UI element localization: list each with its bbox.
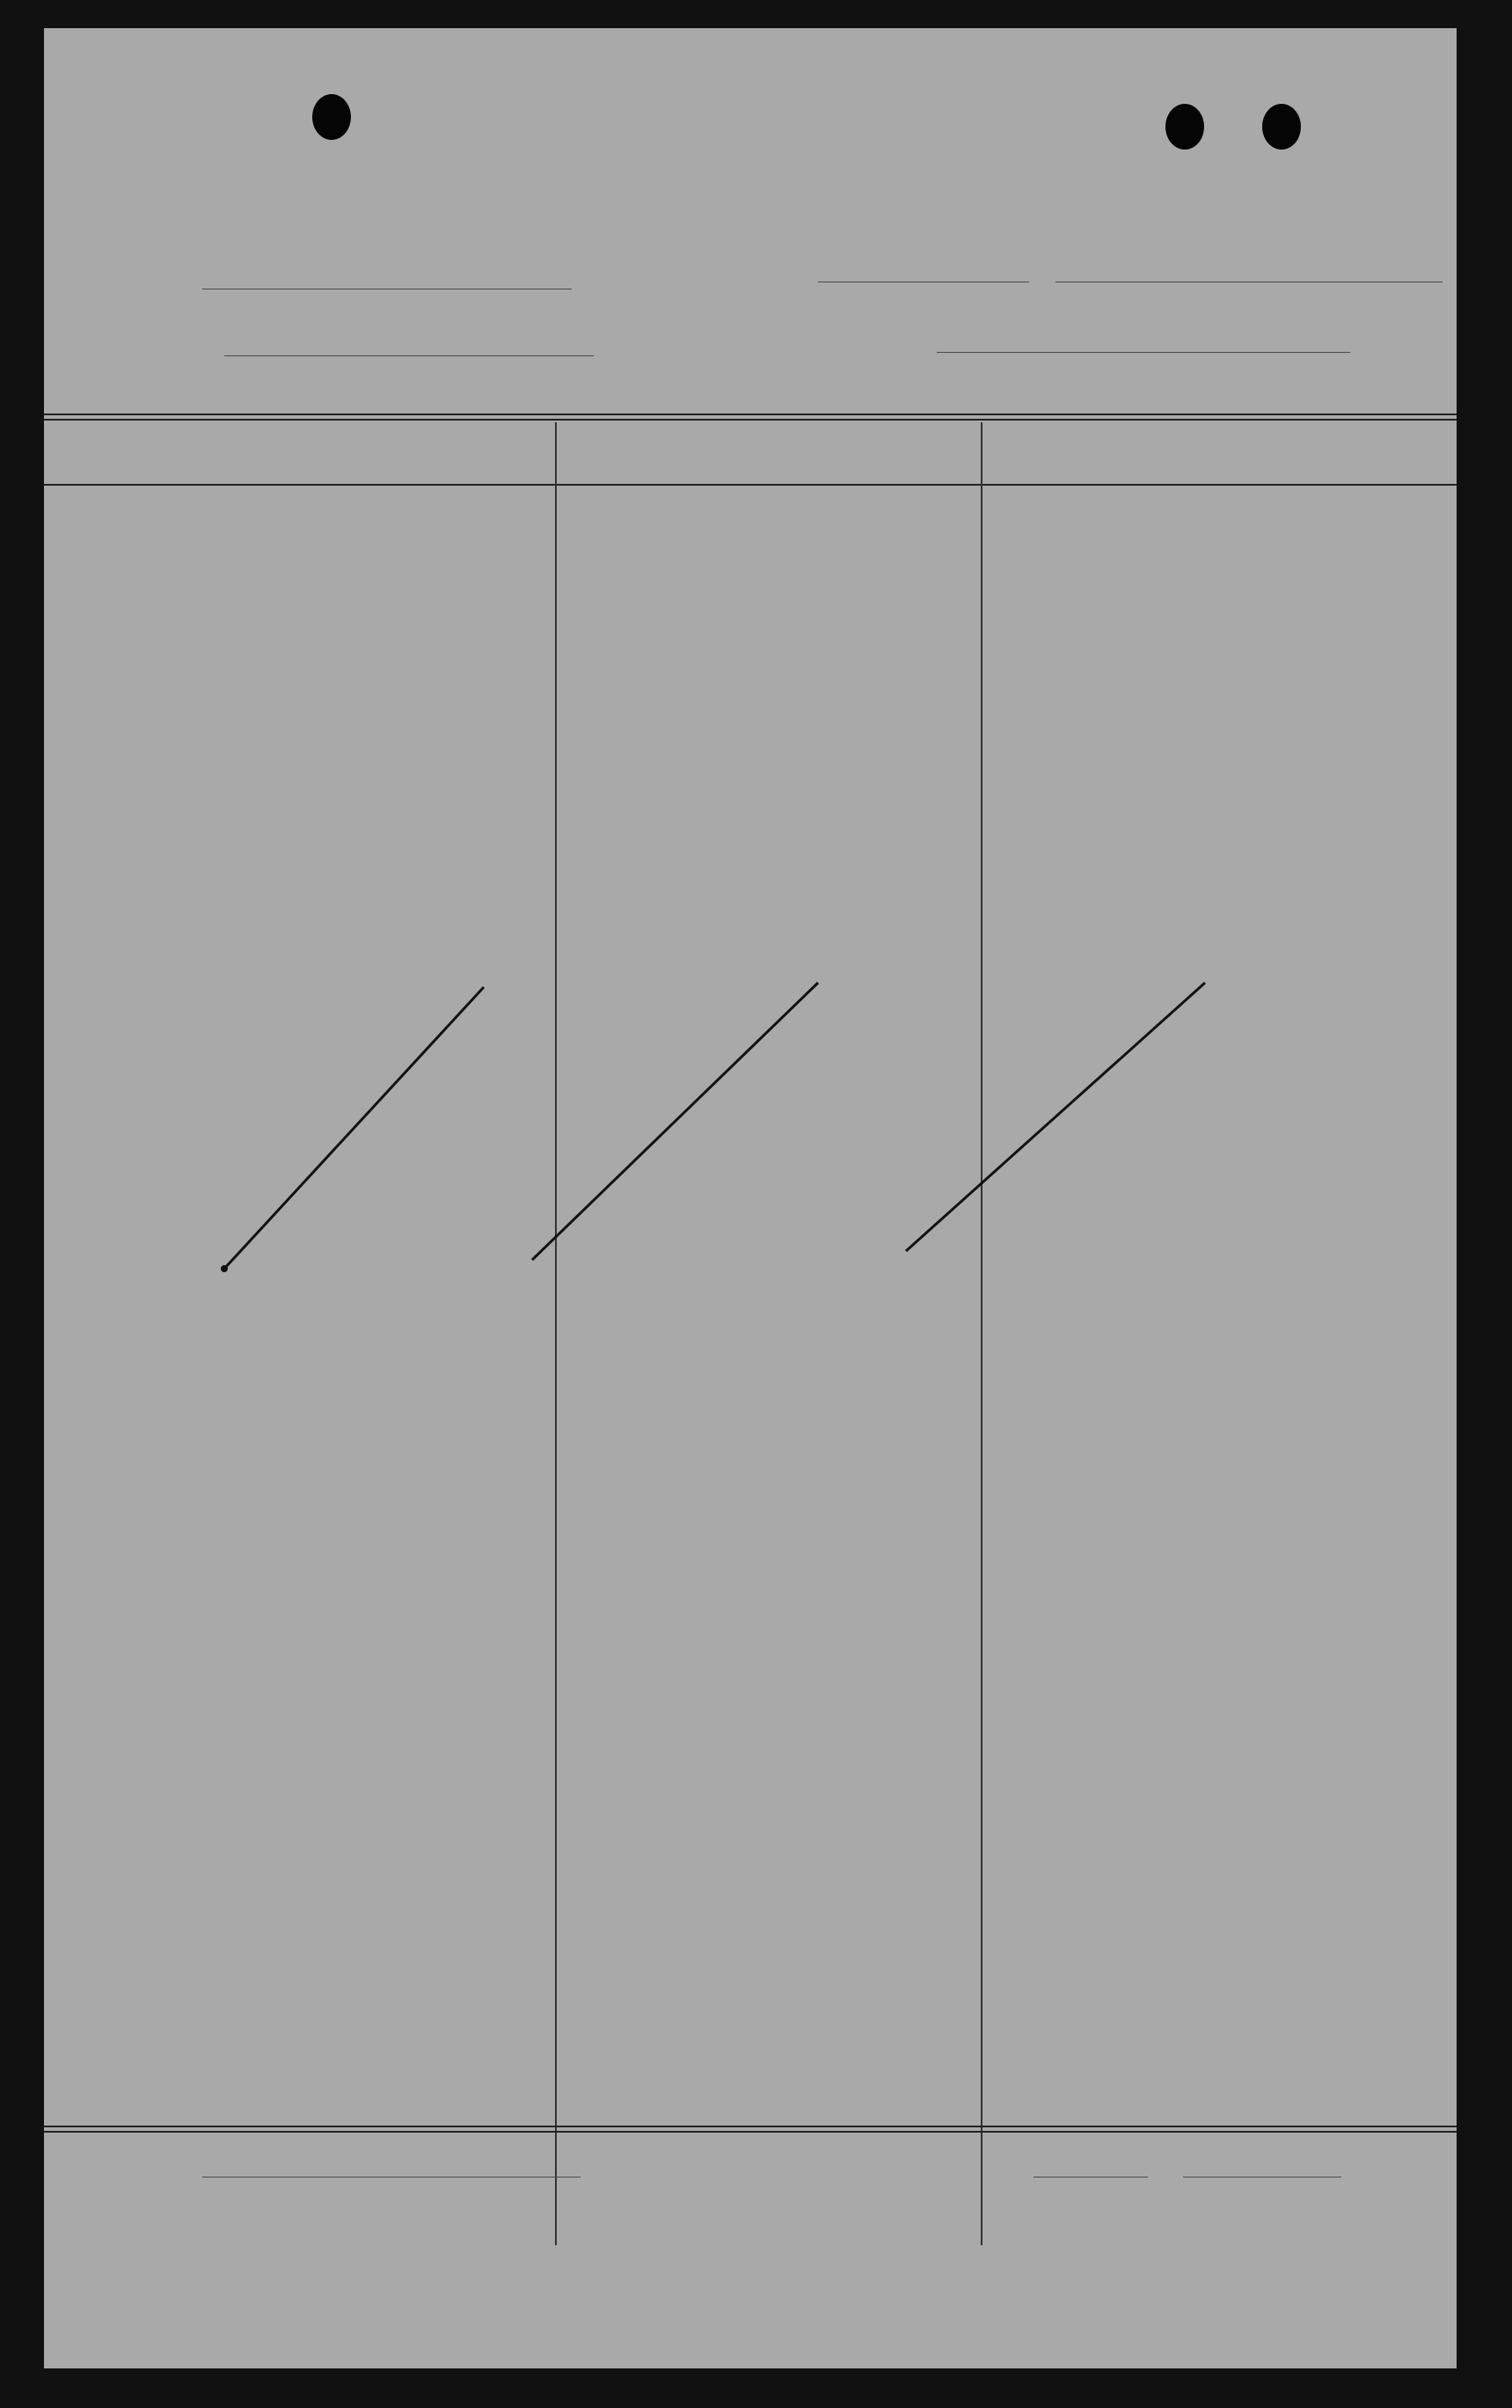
pen-dot (221, 1265, 228, 1272)
manifest-sheet (44, 28, 1457, 2368)
cancel-stroke (906, 983, 1205, 1251)
cancel-stroke (224, 987, 484, 1269)
handwritten-marks (44, 28, 1457, 2368)
cancel-stroke (532, 983, 818, 1260)
